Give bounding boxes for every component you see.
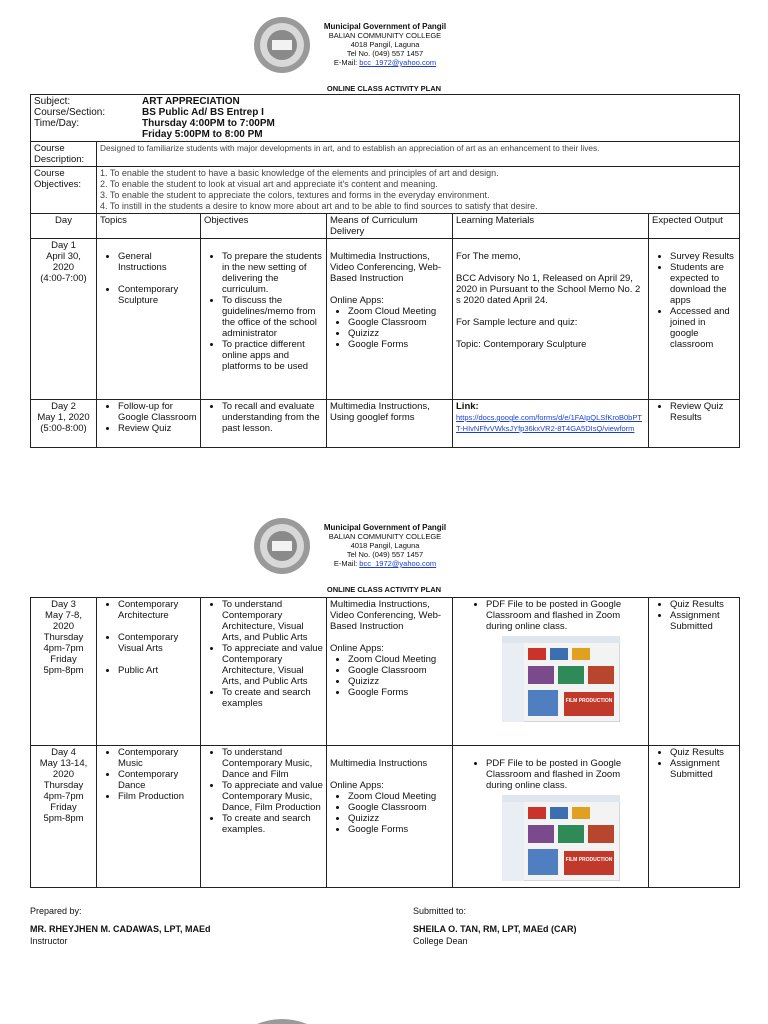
means-text: Multimedia Instructions, Video Conferencing, Web-Based Instruction	[330, 599, 442, 632]
app-item: • Quizizz	[348, 813, 449, 824]
prepared-label: Prepared by:	[30, 906, 82, 916]
col-header-output: Expected Output	[649, 214, 740, 239]
topic-item: • Contemporary Dance	[118, 769, 197, 791]
materials-cell	[453, 746, 649, 888]
description-label: Course Description:	[31, 142, 97, 167]
objectives-cell	[201, 239, 327, 400]
material-item: • PDF File to be posted in Google Classroom and flashed in Zoom during online class.	[486, 758, 645, 791]
objectives-cell	[201, 598, 327, 746]
output-item: • Survey Results	[670, 251, 736, 262]
material-text: BCC Advisory No 1, Released on April 29, 2020 in Pursuant to the School Memo No. 2 s 2020 dated April 24.	[456, 273, 641, 306]
college-seal-icon	[253, 517, 311, 575]
objective-item: • To practice different online apps and platforms to be used	[222, 339, 323, 372]
material-text: For Sample lecture and quiz:	[456, 317, 578, 328]
email-link[interactable]: bcc_1972@yahoo.com	[359, 559, 437, 568]
course-objective: 3. To enable the student to appreciate the colors, textures and forms in the everyday environment.	[100, 190, 490, 200]
submitted-name: SHEILA O. TAN, RM, LPT, MAEd (CAR)	[413, 924, 577, 934]
app-item: • Google Forms	[348, 824, 449, 835]
table-row	[31, 746, 740, 888]
output-cell	[649, 746, 740, 888]
objective-item: • To discuss the guidelines/memo from the office of the school administrator	[222, 295, 323, 339]
output-cell	[649, 598, 740, 746]
objectives-cell	[201, 400, 327, 448]
app-item: • Google Forms	[348, 687, 449, 698]
topic-item: • General Instructions	[118, 251, 197, 273]
course-description: Designed to familiarize students with major developments in art, and to establish an appreciation of art as an enhancement to their lives.	[97, 142, 740, 167]
topic-item: • Review Quiz	[118, 423, 197, 434]
film-production-label: FILM PRODUCTION	[565, 698, 613, 704]
objective-item: • To recall and evaluate understanding from the past lesson.	[222, 401, 323, 434]
page-header-2	[0, 517, 768, 602]
objective-item: • To create and search examples.	[222, 813, 323, 835]
course-objectives	[97, 167, 740, 214]
output-item: • Quiz Results	[670, 747, 736, 758]
app-item: • Quizizz	[348, 328, 449, 339]
activity-plan-table-1	[30, 94, 740, 448]
course-objective: 4. To instill in the students a desire to know more about art and to be able to find sources to satisfy that desire.	[100, 201, 538, 211]
plan-title: ONLINE CLASS ACTIVITY PLAN	[326, 84, 442, 93]
link-label: Link:	[456, 401, 479, 412]
material-text: Topic: Contemporary Sculpture	[456, 339, 587, 350]
means-text: Multimedia Instructions	[330, 758, 428, 769]
output-item: • Accessed and joined in google classroom	[670, 306, 736, 350]
materials-cell	[453, 598, 649, 746]
materials-cell	[453, 239, 649, 400]
material-item: • PDF File to be posted in Google Classroom and flashed in Zoom during online class.	[486, 599, 645, 632]
prepared-role: Instructor	[30, 936, 68, 946]
col-header-means: Means of Curriculum Delivery	[327, 214, 453, 239]
municipality-name: Municipal Government of Pangil	[323, 523, 447, 532]
col-header-topics: Topics	[97, 214, 201, 239]
means-cell: Multimedia Instructions, Using googlef forms	[327, 400, 453, 448]
app-item: • Zoom Cloud Meeting	[348, 791, 449, 802]
objectives-label: Course Objectives:	[31, 167, 97, 214]
output-item: • Students are expected to download the apps	[670, 262, 736, 306]
lecture-screenshot-image	[502, 795, 620, 881]
topics-cell	[97, 746, 201, 888]
app-item: • Google Classroom	[348, 665, 449, 676]
college-address: 4018 Pangil, Laguna	[350, 541, 420, 550]
submitted-role: College Dean	[413, 936, 468, 946]
email-link[interactable]: bcc_1972@yahoo.com	[359, 58, 437, 67]
film-production-label: FILM PRODUCTION	[565, 857, 613, 863]
table-row	[31, 400, 740, 448]
output-item: • Assignment Submitted	[670, 610, 736, 632]
objective-item: • To create and search examples	[222, 687, 323, 709]
col-header-materials: Learning Materials	[453, 214, 649, 239]
day-cell: Day 2 May 1, 2020 (5:00-8:00)	[31, 400, 97, 448]
objective-item: • To appreciate and value Contemporary Architecture, Visual Arts, and Public Arts	[222, 643, 323, 687]
header-text	[320, 22, 450, 67]
topic-item: • Contemporary Visual Arts	[118, 632, 197, 654]
quiz-form-link[interactable]: https://docs.google.com/forms/d/e/1FAIpQLSfKroB0bPTT-HIvNFfvVWksJYfp36kxVR2-8T4GA5DIsQ/viewform	[456, 413, 642, 433]
app-item: • Google Classroom	[348, 317, 449, 328]
apps-label: Online Apps:	[330, 295, 384, 306]
means-cell	[327, 598, 453, 746]
day-cell: Day 1 April 30, 2020 (4:00-7:00)	[31, 239, 97, 400]
topic-item: • Contemporary Sculpture	[118, 284, 197, 306]
section-label: Course/Section:	[34, 107, 106, 118]
college-tel: Tel No. (049) 557 1457	[346, 49, 424, 58]
course-objective: 1. To enable the student to have a basic knowledge of the elements and principles of art and design.	[100, 168, 499, 178]
submitted-to-block	[413, 905, 577, 947]
topics-cell	[97, 400, 201, 448]
objective-item: • To understand Contemporary Music, Dance and Film	[222, 747, 323, 780]
topics-cell	[97, 598, 201, 746]
material-text: For The memo,	[456, 251, 521, 262]
college-tel: Tel No. (049) 557 1457	[346, 550, 424, 559]
course-objective: 2. To enable the student to look at visual art and appreciate it's content and meaning.	[100, 179, 438, 189]
objective-item: • To appreciate and value Contemporary Music, Dance, Film Production	[222, 780, 323, 813]
table-row	[31, 239, 740, 400]
means-text: Multimedia Instructions, Video Conferencing, Web-Based Instruction	[330, 251, 442, 284]
output-item: • Review Quiz Results	[670, 401, 736, 423]
page-header-1	[0, 16, 768, 101]
topic-item: • Film Production	[118, 791, 197, 802]
output-item: • Quiz Results	[670, 599, 736, 610]
means-cell	[327, 746, 453, 888]
app-item: • Google Classroom	[348, 802, 449, 813]
time-value-1: Thursday 4:00PM to 7:00PM	[142, 118, 275, 129]
college-seal-icon	[253, 1018, 311, 1024]
objective-item: • To understand Contemporary Architecture, Visual Arts, and Public Arts	[222, 599, 323, 643]
topic-item: • Follow-up for Google Classroom	[118, 401, 197, 423]
time-label: Time/Day:	[34, 118, 80, 129]
col-header-objectives: Objectives	[201, 214, 327, 239]
app-item: • Quizizz	[348, 676, 449, 687]
output-cell	[649, 400, 740, 448]
means-cell	[327, 239, 453, 400]
college-address: 4018 Pangil, Laguna	[350, 40, 420, 49]
apps-label: Online Apps:	[330, 780, 384, 791]
prepared-name: MR. RHEYJHEN M. CADAWAS, LPT, MAEd	[30, 924, 211, 934]
topic-item: • Public Art	[118, 665, 197, 676]
app-item: • Zoom Cloud Meeting	[348, 306, 449, 317]
table-row	[31, 598, 740, 746]
objective-item: • To prepare the students in the new setting of delivering the curriculum.	[222, 251, 323, 295]
apps-label: Online Apps:	[330, 643, 384, 654]
objectives-cell	[201, 746, 327, 888]
app-item: • Zoom Cloud Meeting	[348, 654, 449, 665]
subject-label: Subject:	[34, 96, 71, 107]
college-name: BALIAN COMMUNITY COLLEGE	[328, 532, 442, 541]
day-cell: Day 3 May 7-8, 2020 Thursday 4pm-7pm Friday 5pm-8pm	[31, 598, 97, 746]
lecture-screenshot-image	[502, 636, 620, 722]
college-seal-icon	[253, 16, 311, 74]
app-item: • Google Forms	[348, 339, 449, 350]
course-info	[31, 95, 740, 142]
time-value-2: Friday 5:00PM to 8:00 PM	[142, 129, 263, 140]
college-name: BALIAN COMMUNITY COLLEGE	[328, 31, 442, 40]
activity-plan-table-2	[30, 597, 740, 888]
topic-item: • Contemporary Architecture	[118, 599, 197, 621]
topic-item: • Contemporary Music	[118, 747, 197, 769]
email-label: E-Mail:	[333, 559, 358, 568]
topics-cell	[97, 239, 201, 400]
header-text	[320, 523, 450, 568]
submitted-label: Submitted to:	[413, 906, 467, 916]
subject-value: ART APPRECIATION	[142, 96, 240, 107]
prepared-by-block	[30, 905, 211, 947]
col-header-day: Day	[31, 214, 97, 239]
email-label: E-Mail:	[333, 58, 358, 67]
output-item: • Assignment Submitted	[670, 758, 736, 780]
municipality-name: Municipal Government of Pangil	[323, 22, 447, 31]
materials-cell	[453, 400, 649, 448]
section-value: BS Public Ad/ BS Entrep I	[142, 107, 264, 118]
output-cell	[649, 239, 740, 400]
day-cell: Day 4 May 13-14, 2020 Thursday 4pm-7pm Friday 5pm-8pm	[31, 746, 97, 888]
plan-title: ONLINE CLASS ACTIVITY PLAN	[326, 585, 442, 594]
